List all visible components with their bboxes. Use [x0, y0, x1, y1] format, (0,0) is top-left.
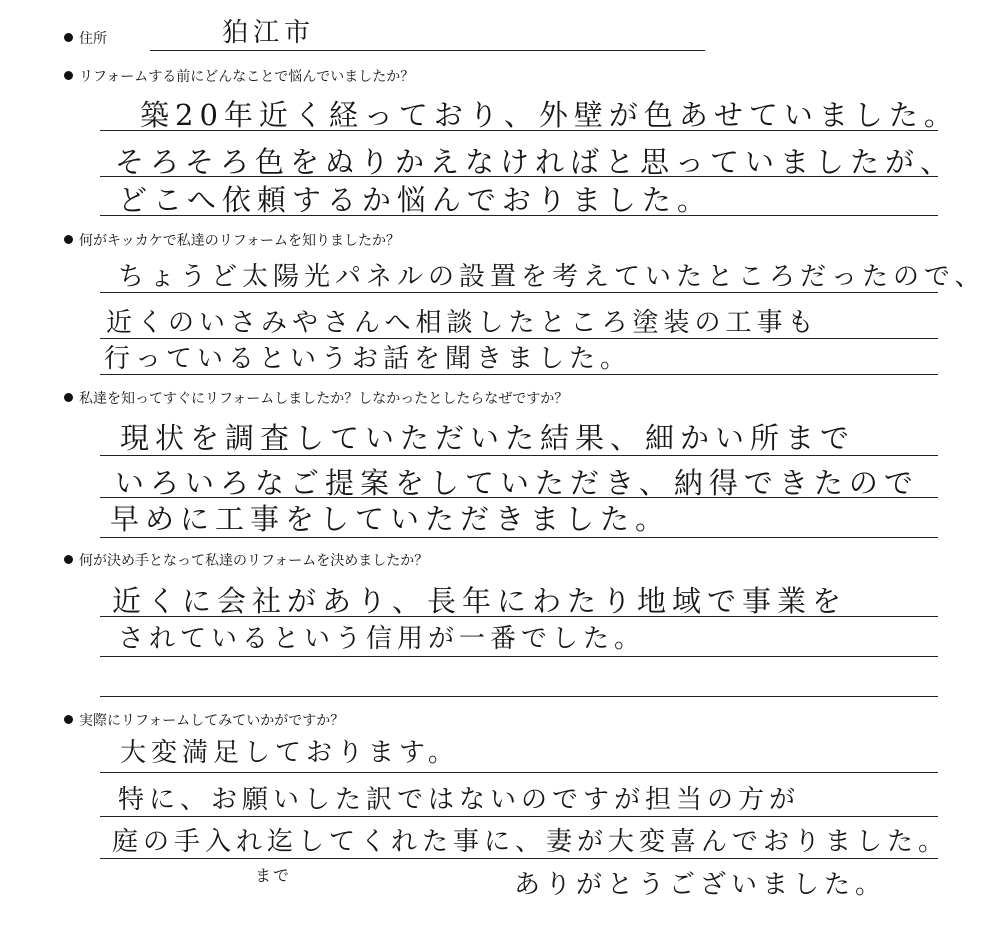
bullet-icon: [64, 71, 73, 80]
answer-1-rule-3: [100, 215, 938, 216]
answer-1-line-2: そろそろ色をぬりかえなければと思っていましたが、: [115, 145, 956, 179]
bullet-icon: [64, 393, 73, 402]
answer-4-line-1: 近くに会社があり、長年にわたり地域で事業を: [112, 584, 848, 618]
answer-1-line-3: どこへ依頼するか悩んでおりました。: [118, 183, 712, 217]
question-1-text: リフォームする前にどんなことで悩んでいましたか？: [79, 69, 415, 85]
answer-2-line-2: 近くのいさみやさんへ相談したところ塗装の工事も: [106, 308, 819, 338]
question-2-text: 何がキッカケで私達のリフォームを知りましたか？: [79, 233, 401, 249]
answer-2-line-3: 行っているというお話を聞きました。: [104, 344, 632, 374]
question-4: [64, 552, 428, 570]
answer-3-line-2: いろいろなご提案をしていただき、納得できたので: [115, 466, 919, 500]
answer-1-line-1: 築20年近く経っており、外壁が色あせていました。: [140, 98, 959, 132]
answer-4-rule-3: [100, 696, 938, 697]
question-3: [64, 390, 568, 408]
answer-5-rule-1: [100, 772, 938, 773]
answer-5-inserted-note: まで: [255, 866, 292, 885]
answer-2-rule-2: [100, 338, 938, 339]
address-rule: [150, 50, 705, 51]
answer-3-rule-1: [100, 455, 938, 456]
bullet-icon: [64, 235, 73, 244]
address-label: 住所: [79, 31, 107, 47]
question-1: [64, 68, 414, 86]
answer-4-rule-2: [100, 656, 938, 657]
answer-5-line-1: 大変満足しております。: [120, 738, 459, 768]
question-2: [64, 232, 400, 250]
question-5-text: 実際にリフォームしてみていかがですか？: [79, 713, 345, 729]
answer-4-line-2: されているという信用が一番でした。: [118, 624, 646, 654]
bullet-icon: [64, 715, 73, 724]
answer-1-rule-1: [100, 130, 938, 131]
question-5: [64, 712, 344, 730]
answer-5-line-3: 庭の手入れ迄してくれた事に、妻が大変喜んでおりました。: [112, 827, 950, 857]
answer-5-rule-2: [100, 816, 938, 817]
answer-3-line-1: 現状を調査していただいた結果、細かい所まで: [120, 421, 856, 455]
answer-3-rule-3: [100, 537, 938, 538]
bullet-icon: [64, 33, 73, 42]
answer-4-rule-1: [100, 616, 938, 617]
answer-1-rule-2: [100, 176, 938, 177]
answer-5-line-2: 特に、お願いした訳ではないのですが担当の方が: [118, 785, 801, 815]
answer-5-rule-3: [100, 858, 938, 859]
answer-2-rule-1: [100, 292, 938, 293]
address-label-row: [64, 30, 107, 48]
address-value: 狛江市: [222, 18, 316, 48]
answer-2-line-1: ちょうど太陽光パネルの設置を考えていたところだったので、: [118, 262, 986, 292]
question-4-text: 何が決め手となって私達のリフォームを決めましたか？: [79, 553, 429, 569]
answer-3-rule-2: [100, 497, 938, 498]
bullet-icon: [64, 555, 73, 564]
answer-2-rule-3: [100, 374, 938, 375]
question-3-text: 私達を知ってすぐにリフォームしましたか？しなかったとしたらなぜですか？: [79, 391, 569, 407]
answer-3-line-3: 早めに工事をしていただきました。: [110, 502, 671, 536]
answer-5-closing: ありがとうございました。: [514, 870, 887, 900]
